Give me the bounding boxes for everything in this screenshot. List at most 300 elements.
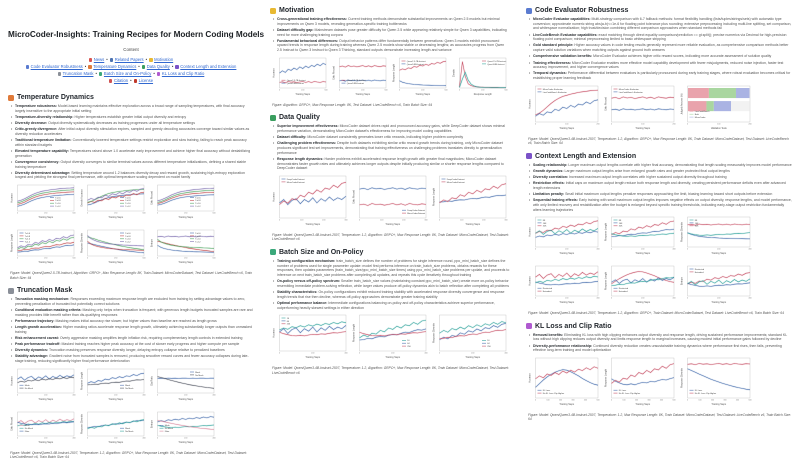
svg-text:Mask: Mask	[24, 384, 30, 387]
figure-row	[272, 174, 510, 231]
nav-link-data-quality[interactable]: Data Quality	[146, 64, 170, 69]
svg-text:200: 200	[44, 437, 48, 440]
mini-chart-response-length	[432, 174, 508, 231]
figure-row	[10, 183, 254, 269]
svg-text:100: 100	[717, 123, 721, 126]
svg-text:T=1.2: T=1.2	[55, 206, 61, 209]
svg-text:Qwen2.5-7B-Instruct: Qwen2.5-7B-Instruct	[406, 60, 426, 63]
svg-text:200: 200	[114, 394, 118, 397]
svg-text:250: 250	[44, 212, 48, 215]
nav-link-citation[interactable]: Citation	[113, 78, 129, 83]
svg-text:100: 100	[459, 219, 464, 222]
svg-text:Density: Density	[453, 68, 456, 77]
bullet-list	[526, 333, 792, 353]
svg-text:Greedy Accuracy: Greedy Accuracy	[81, 189, 84, 207]
toc-separator: •	[145, 57, 148, 62]
svg-text:Training Steps: Training Steps	[465, 356, 481, 359]
svg-text:MicroCoder Evaluator: MicroCoder Evaluator	[618, 88, 639, 91]
svg-text:Restricted: Restricted	[542, 288, 553, 291]
package-icon	[270, 249, 276, 255]
svg-text:Training Steps: Training Steps	[38, 441, 54, 444]
svg-text:Training Steps: Training Steps	[178, 261, 194, 264]
svg-text:200: 200	[184, 394, 188, 397]
mini-chart-accuracy	[528, 356, 600, 411]
svg-text:KL Loss: KL Loss	[618, 390, 627, 393]
svg-text:DeepCoderDataset: DeepCoderDataset	[286, 178, 305, 181]
svg-text:200: 200	[596, 123, 600, 126]
svg-text:Accuracy: Accuracy	[529, 227, 532, 238]
bullet-item: • Scaling relationship: Longer maximum output lengths correlate with higher final accuracy, demonstrating that length scaling measurably improves model performance	[533, 163, 792, 168]
sparkles-icon	[149, 58, 153, 62]
svg-text:MicroCoderDataset: MicroCoderDataset	[407, 212, 426, 215]
svg-text:500: 500	[384, 89, 388, 92]
svg-text:500: 500	[142, 212, 146, 215]
svg-text:250: 250	[184, 212, 188, 215]
figure-row	[528, 84, 792, 135]
mini-chart-response-diversity	[680, 215, 752, 260]
bullet-item: • Superior improvement effectiveness: MicroCoder dataset drives rapid and pronounced accuracy gains, while DeepCoder dataset shows minimal performance variation, demonstrating MicroCoder dataset's effectiveness for improving model coding capabilities	[277, 124, 510, 133]
nav-link-related-papers[interactable]: Related Papers	[114, 57, 144, 62]
svg-text:400: 400	[212, 394, 216, 397]
svg-text:Accuracy: Accuracy	[273, 328, 276, 338]
svg-text:64: 64	[286, 320, 290, 323]
svg-text:32K: 32K	[618, 226, 623, 229]
svg-text:Training Steps: Training Steps	[178, 216, 194, 219]
svg-text:0: 0	[610, 123, 613, 126]
svg-text:0: 0	[16, 257, 19, 260]
svg-text:0: 0	[338, 89, 341, 92]
section-header	[270, 7, 510, 14]
section-kl-loss-clip-ratio	[526, 323, 792, 422]
svg-text:0: 0	[686, 399, 689, 402]
nav-link-truncation-mask[interactable]: Truncation Mask	[62, 71, 94, 76]
svg-text:0: 0	[156, 394, 159, 397]
svg-text:500: 500	[72, 257, 76, 260]
bullet-list	[270, 124, 510, 171]
svg-text:T=1.2: T=1.2	[195, 241, 201, 244]
svg-text:200: 200	[565, 248, 569, 251]
svg-text:Response Length: Response Length	[393, 63, 396, 82]
svg-text:200: 200	[421, 89, 425, 92]
bullet-list	[526, 163, 792, 213]
svg-text:500: 500	[748, 399, 752, 402]
bullet-list	[8, 104, 254, 180]
svg-text:T=0.6: T=0.6	[195, 197, 201, 200]
svg-text:No KL Loss Clip Higher: No KL Loss Clip Higher	[618, 393, 641, 395]
chart-up-icon	[175, 65, 179, 69]
svg-text:MicroCoder: MicroCoder	[694, 116, 706, 119]
bullet-list	[270, 17, 510, 53]
svg-text:256: 256	[487, 346, 491, 349]
svg-text:Training Steps: Training Steps	[711, 302, 727, 305]
svg-text:Entropy: Entropy	[681, 277, 684, 286]
svg-text:KL Loss: KL Loss	[542, 390, 551, 393]
svg-text:0: 0	[156, 212, 159, 215]
svg-text:Training Steps: Training Steps	[355, 93, 371, 96]
svg-text:0: 0	[16, 212, 19, 215]
section-header	[8, 94, 254, 101]
svg-text:Training Steps: Training Steps	[38, 216, 54, 219]
bullet-item: • Training configuration mechanism: train_batch_size defines the number of problems for single inference round, ppo_mini_batch_size defines the number of problems used for single parameter update: model first performs inference on train_batch_size problems, obtains rewards for these responses, then updates parameters (train_batch_size/ppo_mini_batch_size times) using ppo_mini_batch_size problems per update, and proceeds to inference on next train_batch_size problems after completing all updates, and repeats this cycle iteratively throughout training	[277, 259, 510, 278]
section-header	[526, 153, 792, 160]
svg-text:No KL Loss Clip Higher: No KL Loss Clip Higher	[694, 393, 717, 395]
svg-text:Training Steps: Training Steps	[559, 127, 575, 130]
page-title: MicroCoder-Insights: Training Recipes for Modern Coding Models	[8, 30, 265, 39]
toc-separator: •	[95, 71, 97, 76]
mini-chart-accuracy	[272, 313, 348, 364]
section-title: Motivation	[279, 7, 314, 14]
svg-text:400: 400	[659, 399, 664, 402]
nav-link-motivation[interactable]: Motivation	[154, 57, 174, 62]
svg-text:Training Steps: Training Steps	[178, 441, 194, 444]
svg-text:300: 300	[723, 399, 727, 402]
svg-text:0: 0	[610, 248, 613, 251]
mini-chart-greedy-accuracy	[80, 183, 146, 224]
bullet-item: • Truncation masking mechanism: Responses exceeding maximum response length are excluded from training by setting advantage values to zero, preventing penalization of truncated but potentially correct solutions	[15, 297, 254, 306]
svg-text:LiveCodeBench Evaluator: LiveCodeBench Evaluator	[542, 91, 567, 94]
svg-text:300: 300	[344, 219, 348, 222]
svg-text:Training Steps: Training Steps	[38, 398, 54, 401]
svg-text:200: 200	[471, 352, 475, 355]
section-header	[526, 7, 792, 14]
svg-text:0: 0	[358, 219, 361, 222]
svg-text:400: 400	[72, 437, 76, 440]
balance-icon	[526, 323, 532, 329]
svg-text:400: 400	[672, 248, 676, 251]
svg-text:Accuracy: Accuracy	[273, 68, 276, 78]
bullet-item: • Stability advantage: Gradient noise from truncated samples is removed, producing smoother reward curves and fewer accuracy collapses during late-stage training, reducing significantly higher final performance deterioration	[15, 354, 254, 363]
svg-text:Training Steps: Training Steps	[635, 403, 651, 406]
toc-row	[8, 70, 254, 77]
mini-chart-accuracy	[272, 174, 348, 231]
bullet-item: • Limitation penalty: Small initial maximum output lengths penalize responses approaching the limit, biasing learning toward short outputs before extension	[533, 192, 792, 197]
svg-text:16K: 16K	[542, 223, 547, 226]
bullet-item: • Restriction effects: Initial caps on maximum output length reduce both response length and diversity, creating persistent performance deficits even after advanced length extensions	[533, 181, 792, 190]
section-header	[526, 323, 792, 330]
bullet-item: • Diversity correlation: Increased maximum output length correlates with higher sustained output diversity throughout training	[533, 175, 792, 180]
bullet-item: • Performance trajectory: Masking makes initial accuracy rise slower, but higher values than baseline are reached as length grows	[15, 319, 254, 324]
figure-row	[272, 56, 510, 101]
svg-text:0: 0	[458, 89, 461, 92]
svg-text:No Mask: No Mask	[195, 374, 204, 377]
svg-text:200: 200	[710, 399, 715, 402]
svg-text:Training Steps: Training Steps	[305, 356, 321, 359]
toc-separator: •	[130, 78, 132, 83]
svg-text:Response Diversity: Response Diversity	[81, 233, 84, 254]
svg-text:Response Length: Response Length	[11, 234, 14, 253]
figure-caption: Figure: Model: Qwen/Qwen3-4B-Instruct-2507, Temperature: 1.2, Algorithm: GRPO+, Max Response Length: 8K, Train Dataset: MicroCoderDataset, Test Dataset: LiveCodeBench v6	[272, 366, 509, 375]
svg-text:Extended: Extended	[694, 272, 704, 275]
bullet-item: • Risk enhancement caveat: Overly aggressive masking amplifies length inflation risk, requiring complementary length controls in extended training	[15, 336, 254, 341]
mini-chart-response-length	[10, 228, 76, 269]
svg-text:LiveCodeBench Evaluator: LiveCodeBench Evaluator	[618, 91, 643, 94]
chart-up-icon	[526, 153, 532, 159]
bullet-item: • Fundamental behavioral differences: Output behavior patterns differ fundamentally between generations: Qwen 3 models exhibit pronounced upward trends in response length during training whereas Qwen 2.5 models show stable or decreasing lengths; as accuracies progress from Qwen 2.5 Instruct to Qwen 3 Instruct to Qwen 3 Thinking, standard outputs demonstrate increasing length and variance	[277, 39, 510, 53]
figure-caption: Figure: Model: Qwen/Qwen3-4B-Instruct-2507, Temperature: 1.2, Algorithm: GRPO+, Max Response Length: 8K, Train Dataset: MicroCoderDataset, Test Dataset: LiveCodeBench v6, Train Batch Size: 64	[10, 450, 247, 460]
svg-text:400: 400	[344, 352, 348, 355]
figure-row	[528, 356, 792, 411]
figure-caption: Figure: Model: Qwen/Qwen3-4B-Instruct-2507, Temperature: 1.2, Algorithm: GRPO+, Max Response Length: 8K, Train Dataset: MicroCoderDataset, Test Dataset: LiveCodeBench v6	[272, 232, 509, 242]
svg-text:Qwen3-8B-Instruct: Qwen3-8B-Instruct	[286, 82, 305, 85]
svg-text:Validation Tests: Validation Tests	[710, 127, 727, 130]
svg-text:500: 500	[212, 257, 216, 260]
svg-text:Extended: Extended	[542, 291, 552, 294]
svg-text:100: 100	[299, 219, 304, 222]
nav-link-code-evaluator-robustness[interactable]: Code Evaluator Robustness	[30, 64, 83, 69]
svg-text:Training Steps: Training Steps	[305, 223, 321, 226]
nav-link-kl-loss-and-clip-ratio[interactable]: KL Loss and Clip Ratio	[161, 71, 205, 76]
svg-text:Training Steps: Training Steps	[635, 302, 651, 305]
svg-text:200: 200	[301, 89, 305, 92]
svg-text:Filter: Filter	[164, 430, 170, 433]
mini-chart-response-length	[604, 356, 676, 411]
section-title: Data Quality	[279, 114, 320, 122]
svg-text:T=0.8: T=0.8	[125, 235, 131, 238]
svg-text:32K: 32K	[542, 226, 547, 229]
svg-text:MicroCoderDataset: MicroCoderDataset	[446, 181, 465, 184]
svg-text:Response Length: Response Length	[605, 223, 608, 242]
svg-text:0: 0	[686, 297, 689, 300]
svg-text:Critic Reward: Critic Reward	[605, 96, 608, 111]
bullet-item: • Diversity-performance relationship: Continued diversity reduction creates unsustainable training dynamics where performance first rises, then falls, preventing effective long-term training and model optimization	[533, 344, 792, 353]
svg-text:Mask: Mask	[125, 427, 131, 430]
svg-text:500: 500	[212, 212, 216, 215]
bullet-item: • Diversity decrease: Output diversity systematically decreases as training progresses under all temperature settings	[15, 121, 254, 126]
svg-text:Training Steps: Training Steps	[295, 93, 311, 96]
svg-text:400: 400	[142, 437, 146, 440]
sparkles-icon	[270, 8, 276, 14]
svg-text:Training Steps: Training Steps	[711, 253, 727, 256]
bullet-item: • Diversity determinant advantage: Setting temperature around 1.2 balances diversity decay and reward growth, sustaining high-entropy exploration longest and yielding the strongest final performance, with optimal temperature scaling dependent on model family	[15, 171, 254, 180]
svg-text:T=0.6: T=0.6	[125, 233, 131, 236]
papers-icon	[110, 58, 114, 62]
svg-text:Clip Ratio: Clip Ratio	[151, 375, 154, 386]
mini-chart-response-diversity	[432, 313, 508, 364]
svg-text:100: 100	[565, 123, 569, 126]
mini-chart-accuracy	[528, 84, 600, 135]
svg-text:100: 100	[379, 219, 384, 222]
svg-text:T=1.2: T=1.2	[195, 206, 201, 209]
mini-chart-response-diversity	[680, 356, 752, 411]
svg-text:200: 200	[672, 123, 676, 126]
svg-text:200: 200	[391, 352, 395, 355]
scissors-icon	[8, 288, 14, 294]
svg-text:16K: 16K	[618, 223, 623, 226]
section-batch-size-on-policy	[270, 249, 510, 375]
svg-text:400: 400	[748, 297, 752, 300]
figure-caption: Figure: Model: Qwen/Qwen2.5-7B-Instruct, Algorithm: GRPO+, Max Response Length: 8K, Train Dataset: MicroCoderDataset, Test Dataset: LiveCodeBench v6, Train Batch Size: 64	[10, 271, 252, 280]
svg-text:T=0.6: T=0.6	[55, 197, 61, 200]
svg-text:T=0.8: T=0.8	[125, 200, 131, 203]
section-motivation	[270, 7, 510, 107]
svg-text:Qwen2.5-7B-Instruct: Qwen2.5-7B-Instruct	[346, 79, 366, 82]
section-title: KL Loss and Clip Ratio	[535, 322, 612, 330]
svg-text:Training Steps: Training Steps	[108, 216, 124, 219]
svg-text:200: 200	[748, 123, 752, 126]
svg-text:0: 0	[86, 394, 89, 397]
svg-text:0: 0	[438, 219, 441, 222]
toc-separator: •	[153, 71, 155, 76]
svg-text:500: 500	[596, 399, 600, 402]
svg-text:500: 500	[72, 212, 76, 215]
svg-text:0: 0	[278, 219, 281, 222]
computer-icon	[26, 65, 30, 69]
svg-text:Restricted: Restricted	[694, 269, 705, 272]
bullet-item: • Traditional temperature limitation: Conventionally lowered temperature settings restrict exploration and slow training, failing to reach peak accuracy within standard budgets	[15, 138, 254, 147]
bullet-item: • LiveCodeBench Evaluator capabilities: exact matching through direct equality comparison/prediction == gt.split(); precise numerics via Decimal for high-precision floating point comparison; minimal preprocessing limited to basic whitespace stripping	[533, 33, 792, 42]
toc-row	[8, 77, 254, 84]
svg-text:400: 400	[142, 394, 146, 397]
svg-text:200: 200	[481, 89, 485, 92]
bullet-item: • Sequential training effects: Early training with small maximum output lengths imposes negative effects on output diversity, response lengths, and model performance, with only limited recovery and restabilization after the budget is enlarged beyond specific training thresholds, indicating early-stage output restriction fundamentally alters learning trajectories	[533, 198, 792, 212]
balance-icon	[157, 72, 161, 76]
svg-text:0: 0	[156, 437, 159, 440]
svg-text:100: 100	[698, 399, 702, 402]
svg-text:Response Length: Response Length	[81, 371, 84, 390]
mini-chart-clip-ratio	[150, 367, 216, 406]
svg-text:Qwen3-8B-Instruct: Qwen3-8B-Instruct	[346, 82, 365, 85]
svg-text:T=1.0: T=1.0	[125, 203, 131, 206]
svg-text:400: 400	[212, 437, 216, 440]
svg-text:Mask: Mask	[195, 371, 201, 374]
svg-text:16: 16	[286, 318, 290, 321]
svg-text:400: 400	[583, 399, 588, 402]
mini-chart-critic-reward	[10, 410, 76, 449]
bullet-item: • Comprehensive validation benefits: MicroCoder Evaluator achieves higher critic reward scores, indicating more accurate assessment of solution quality	[533, 54, 792, 59]
section-header	[270, 249, 510, 256]
svg-text:T=1.0: T=1.0	[24, 238, 31, 241]
nav-link-news[interactable]: News	[93, 57, 105, 62]
svg-text:Training Steps: Training Steps	[711, 403, 727, 406]
svg-text:Mask: Mask	[125, 384, 131, 387]
bullet-list	[8, 297, 254, 364]
section-title: Code Evaluator Robustness	[535, 7, 629, 14]
svg-text:250: 250	[114, 212, 118, 215]
bullet-item: • Dataset difficulty: MicroCoder dataset consistently generates lower critic rewards, indicating higher problem complexity	[277, 135, 510, 140]
svg-text:Training Steps: Training Steps	[108, 441, 124, 444]
mini-chart-accuracy	[10, 367, 76, 406]
svg-text:Entropy: Entropy	[151, 239, 154, 248]
mini-chart-response-diversity	[80, 228, 146, 269]
svg-text:T=1.2: T=1.2	[24, 241, 31, 244]
svg-text:Qwen2.5-7B-Instruct: Qwen2.5-7B-Instruct	[487, 60, 507, 63]
mini-chart-entropy	[150, 410, 216, 449]
mini-chart-accuracy	[272, 56, 328, 101]
svg-text:No Mask: No Mask	[24, 427, 33, 430]
svg-text:200: 200	[184, 437, 188, 440]
svg-text:Accuracy: Accuracy	[529, 99, 532, 109]
svg-text:500: 500	[444, 89, 448, 92]
svg-text:Training Steps: Training Steps	[465, 223, 481, 226]
svg-text:T=0.6: T=0.6	[125, 197, 131, 200]
svg-text:0: 0	[278, 89, 281, 92]
svg-text:Training Steps: Training Steps	[559, 253, 575, 256]
bullet-item: • Diversity dynamics: Truncation masking preserves response diversity longer, delaying entropy collapse relative to penalized baselines	[15, 348, 254, 353]
bullet-item: • Temperature robustness: Model-based learning maintains effective exploration across a broad range of sampling temperatures, with final accuracy largely insensitive to the appropriate initial setting	[15, 104, 254, 113]
mini-chart-response-length	[604, 264, 676, 309]
svg-text:0: 0	[686, 123, 689, 126]
svg-text:No Mask: No Mask	[125, 430, 134, 433]
svg-text:64: 64	[407, 343, 410, 346]
svg-text:200: 200	[322, 219, 326, 222]
nav-link-batch-size-and-on-policy[interactable]: Batch Size and On-Policy	[103, 71, 152, 76]
svg-text:Training Steps: Training Steps	[385, 356, 401, 359]
svg-text:0: 0	[610, 399, 613, 402]
svg-text:200: 200	[717, 248, 721, 251]
mini-chart-critic-reward	[604, 84, 676, 135]
svg-text:256: 256	[286, 323, 291, 326]
svg-text:T=1.0: T=1.0	[125, 238, 131, 241]
svg-text:16K: 16K	[694, 223, 699, 226]
figure-caption: Figure: Model: Qwen/Qwen3-4B-Instruct-2507, Temperature: 1.2, Max Response Length: 8K, Train Dataset: MicroCoderDataset, Test Dataset: LiveCodeBench v6, Train Batch Size: 64	[528, 413, 791, 422]
svg-text:250: 250	[44, 257, 48, 260]
left-column	[0, 0, 265, 460]
svg-text:No Mask: No Mask	[24, 387, 33, 390]
svg-text:Entropy: Entropy	[151, 419, 154, 428]
section-title: Temperature Dynamics	[17, 94, 94, 101]
nav-link-temperature-dynamics[interactable]: Temperature Dynamics	[93, 64, 137, 69]
svg-text:Qwen2.5-7B-Instruct: Qwen2.5-7B-Instruct	[286, 79, 306, 82]
svg-text:300: 300	[504, 219, 508, 222]
svg-text:0: 0	[86, 437, 89, 440]
thermometer-icon	[88, 65, 92, 69]
mini-chart-response-length	[352, 313, 428, 364]
section-truncation-mask	[8, 287, 254, 460]
bullet-item: • Gold standard principle: Higher accuracy values in code testing results generally represent more reliable evaluation, as comprehensive comparison methods better capture valid solution variations when matching outputs against ground truth answers	[533, 43, 792, 52]
figure-row	[528, 215, 792, 309]
bullet-item: • Temporal dynamics: Performance differential between evaluators is particularly pronounced during early training stages, where robust evaluation becomes critical for establishing proper learning feedback	[533, 71, 792, 80]
svg-text:0: 0	[438, 352, 441, 355]
svg-text:Training Steps: Training Steps	[635, 253, 651, 256]
svg-text:300: 300	[424, 219, 428, 222]
scissors-icon	[58, 72, 62, 76]
svg-text:No Mask: No Mask	[125, 387, 134, 390]
figure-row	[272, 313, 510, 364]
package-icon	[99, 72, 103, 76]
svg-text:200: 200	[634, 399, 639, 402]
svg-text:0: 0	[86, 257, 89, 260]
section-header	[270, 114, 510, 121]
bullet-item: • Stability characteristics: On-policy configurations exhibit reduced training stability with accelerated response diversity convergence and response length trends that rise then decline, whereas off-policy approaches demonstrate greater training stability	[277, 290, 510, 299]
svg-text:Response Diversity: Response Diversity	[681, 222, 684, 243]
svg-text:200: 200	[558, 399, 563, 402]
svg-text:Accuracy: Accuracy	[529, 373, 532, 383]
svg-text:300: 300	[647, 399, 651, 402]
svg-text:200: 200	[482, 219, 486, 222]
svg-text:Training Steps: Training Steps	[108, 261, 124, 264]
toc-separator: •	[106, 57, 108, 62]
svg-text:400: 400	[596, 248, 600, 251]
svg-text:256: 256	[407, 346, 411, 349]
mini-chart-accuracy	[528, 215, 600, 260]
svg-text:16: 16	[407, 340, 410, 343]
bullet-item: • Critic-greedy divergence: After initial output diversity stimulation expires, sampled and greedy decoding accuracies converge toward similar values as diversity reduction accelerates	[15, 127, 254, 136]
svg-text:T=0.6: T=0.6	[195, 233, 201, 236]
section-title: Truncation Mask	[17, 287, 73, 294]
citation-icon	[109, 79, 113, 83]
svg-text:Accuracy: Accuracy	[11, 376, 14, 386]
nav-link-license[interactable]: License	[138, 78, 154, 83]
computer-icon	[526, 8, 532, 14]
svg-text:0: 0	[534, 297, 537, 300]
svg-text:200: 200	[361, 89, 365, 92]
svg-text:Training Steps: Training Steps	[178, 398, 194, 401]
svg-text:0: 0	[534, 248, 537, 251]
bullet-item: • MicroCoder Evaluator capabilities: Multi-strategy comparison with 6-7 fallback methods: format flexibility handling (lists/tuples/strings/sets) with automatic type conversion; approximate numeric string abs(a-b)<=1e-6 for floating point tolerance plus rounding; extensive preprocessing including multi-line splitting, set comparison, and whitespace normalization; high trust/decision combining different comparison approaches when standard methods fail	[533, 17, 792, 31]
nav-link-context-length-and-extension[interactable]: Context Length and Extension	[180, 64, 237, 69]
svg-text:T=1.0: T=1.0	[195, 238, 201, 241]
svg-text:0: 0	[610, 297, 613, 300]
